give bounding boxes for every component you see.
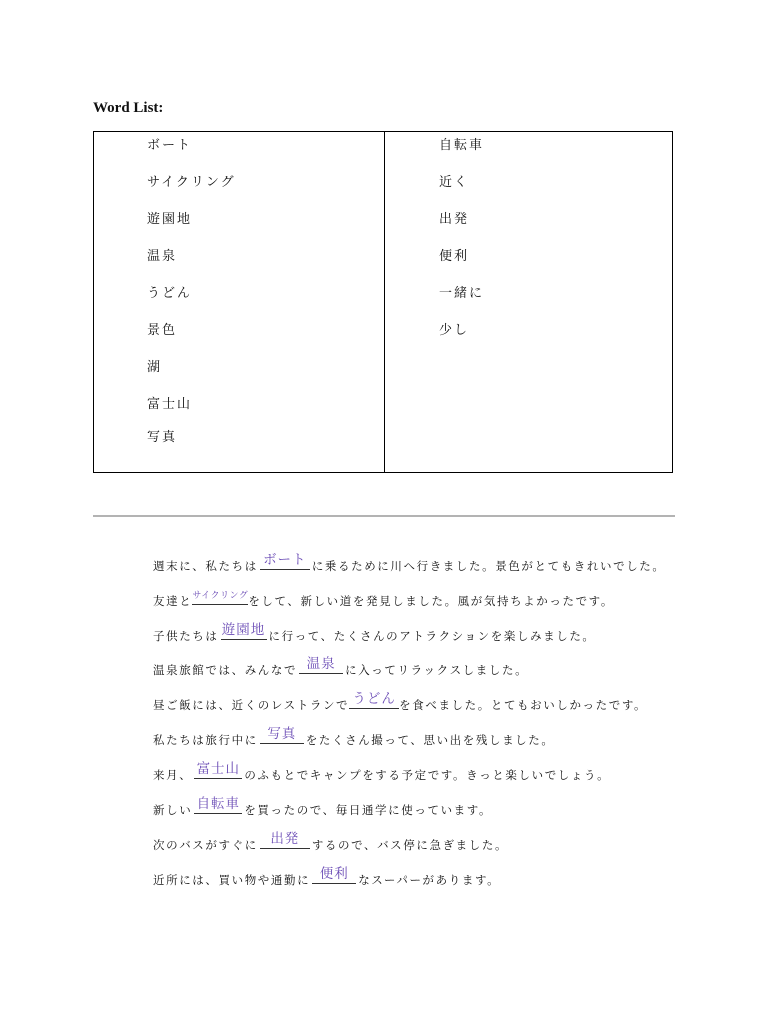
sentence-text: 近所には、買い物や通勤に bbox=[153, 873, 311, 887]
sentence-4 bbox=[153, 656, 529, 677]
answer-blank[interactable] bbox=[299, 656, 343, 674]
sentence-text: を食べました。とてもおいしかったです。 bbox=[399, 698, 648, 712]
word-list-table bbox=[93, 131, 673, 473]
sentence-text: 新しい bbox=[153, 803, 193, 817]
sentence-8 bbox=[153, 796, 493, 817]
filled-answer: 出発 bbox=[270, 831, 300, 847]
answer-blank[interactable] bbox=[349, 691, 399, 709]
sentence-text: を買ったので、毎日通学に使っています。 bbox=[244, 803, 493, 817]
filled-answer: 遊園地 bbox=[221, 622, 266, 638]
answer-blank[interactable] bbox=[260, 831, 310, 849]
sentence-text: をして、新しい道を発見しました。風が気持ちよかったです。 bbox=[248, 594, 614, 608]
sentence-text: に行って、たくさんのアトラクションを楽しみました。 bbox=[268, 629, 596, 643]
word-item: 遊園地 bbox=[147, 212, 193, 227]
answer-blank[interactable] bbox=[312, 866, 356, 884]
sentence-10 bbox=[153, 866, 501, 887]
sentence-text: 昼ご飯には、近くのレストランで bbox=[153, 698, 350, 712]
filled-answer: 富士山 bbox=[196, 761, 241, 777]
word-item: 富士山 bbox=[147, 397, 193, 412]
answer-blank[interactable] bbox=[221, 622, 267, 640]
answer-blank[interactable] bbox=[192, 590, 248, 605]
sentence-5 bbox=[153, 691, 648, 712]
word-item: 湖 bbox=[147, 360, 163, 375]
sentence-3 bbox=[153, 622, 596, 643]
answer-blank[interactable] bbox=[260, 552, 310, 570]
column-divider bbox=[384, 132, 385, 472]
sentence-text: に入ってリラックスしました。 bbox=[345, 663, 529, 677]
sentence-text: のふもとでキャンプをする予定です。きっと楽しいでしょう。 bbox=[244, 768, 611, 782]
word-item: 一緒に bbox=[439, 286, 485, 301]
word-item: 出発 bbox=[439, 212, 470, 227]
word-item: うどん bbox=[147, 286, 193, 301]
answer-blank[interactable] bbox=[194, 761, 242, 779]
section-divider bbox=[93, 515, 675, 517]
sentence-text: 週末に、私たちは bbox=[153, 559, 258, 573]
word-item: 写真 bbox=[147, 430, 178, 445]
sentence-text: に乗るために川へ行きました。景色がとてもきれいでした。 bbox=[311, 559, 666, 573]
answer-blank[interactable] bbox=[194, 796, 242, 814]
sentence-text: 友達と bbox=[153, 594, 193, 608]
filled-answer: サイクリング bbox=[192, 591, 249, 601]
sentence-text: をたくさん撮って、思い出を残しました。 bbox=[305, 733, 555, 747]
word-item: 少し bbox=[439, 323, 470, 338]
filled-answer: 自転車 bbox=[196, 796, 241, 812]
sentence-6 bbox=[153, 726, 555, 747]
filled-answer: 便利 bbox=[319, 866, 349, 882]
sentence-2 bbox=[153, 590, 614, 608]
word-item: 景色 bbox=[147, 323, 178, 338]
filled-answer: 写真 bbox=[267, 726, 297, 742]
word-item: サイクリング bbox=[147, 175, 236, 190]
sentence-7 bbox=[153, 761, 611, 782]
sentence-text: なスーパーがあります。 bbox=[358, 873, 501, 887]
filled-answer: うどん bbox=[352, 691, 396, 707]
word-item: 自転車 bbox=[439, 138, 485, 153]
word-item: ボート bbox=[147, 138, 193, 153]
word-list-title: Word List: bbox=[93, 100, 164, 116]
word-item: 近く bbox=[439, 175, 470, 190]
sentence-text: 子供たちは bbox=[153, 629, 219, 643]
sentence-text: 来月、 bbox=[153, 768, 193, 782]
sentence-text: 次のバスがすぐに bbox=[153, 838, 258, 852]
answer-blank[interactable] bbox=[260, 726, 304, 744]
sentence-text: 温泉旅館では、みんなで bbox=[153, 663, 298, 677]
filled-answer: ボート bbox=[263, 552, 307, 568]
sentence-9 bbox=[153, 831, 509, 852]
word-item: 温泉 bbox=[147, 249, 178, 264]
word-item: 便利 bbox=[439, 249, 470, 264]
sentence-text: 私たちは旅行中に bbox=[153, 733, 258, 747]
sentence-text: するので、バス停に急ぎました。 bbox=[311, 838, 509, 852]
filled-answer: 温泉 bbox=[306, 656, 336, 672]
sentence-1 bbox=[153, 552, 666, 573]
